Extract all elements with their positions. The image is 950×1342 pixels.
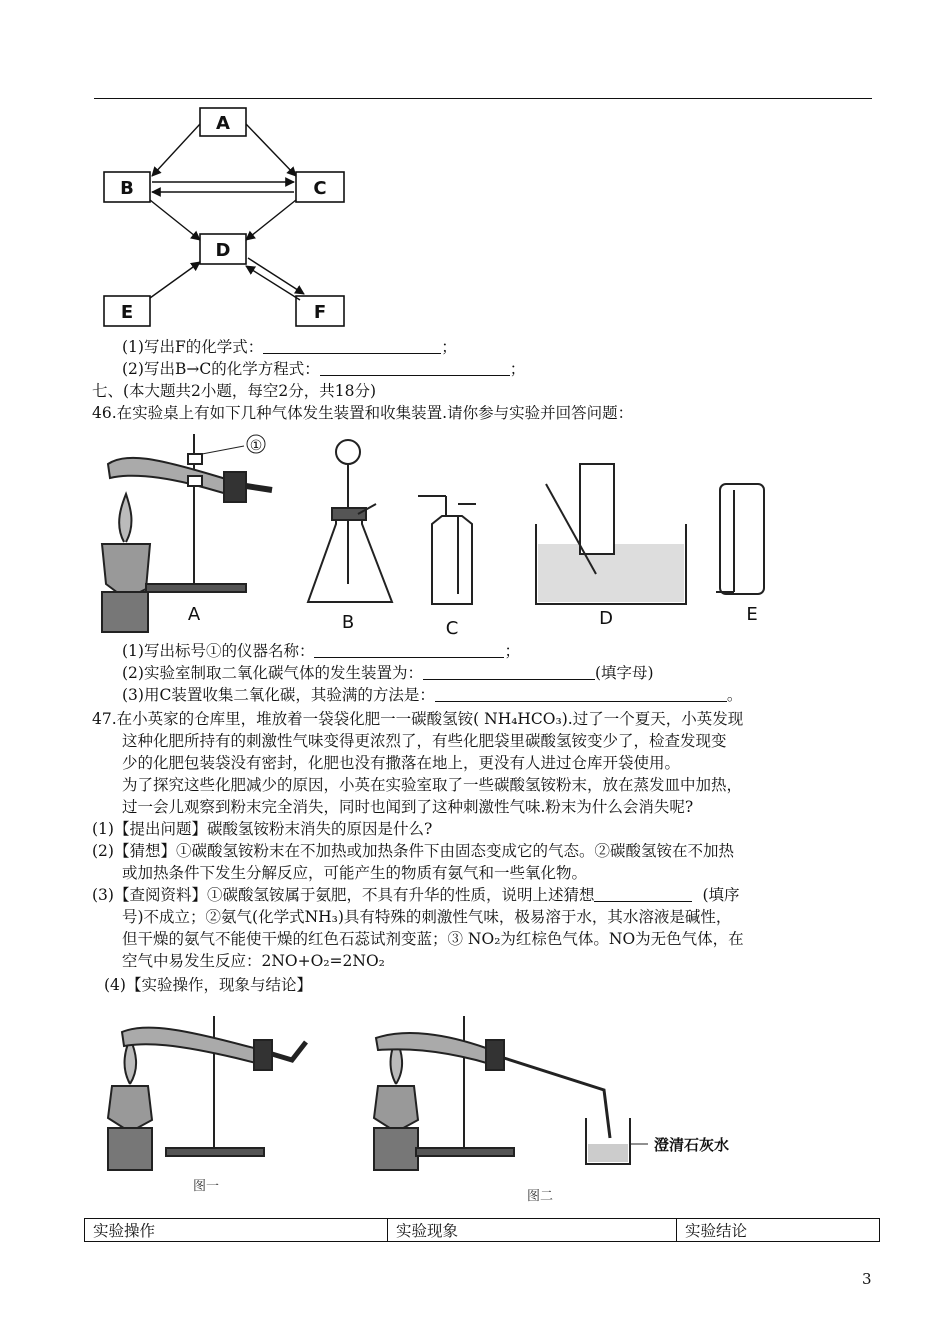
apparatus-label-d: D — [599, 608, 613, 629]
answer-blank[interactable] — [435, 685, 727, 702]
apparatus-label-c: C — [445, 618, 459, 639]
q47-line-10: 号)不成立；②氨气(化学式NH₃)具有特殊的刺激性气味，极易溶于水，其水溶液是碱性， — [122, 908, 732, 926]
figure-1-caption: 图一 — [192, 1179, 220, 1194]
q47-line-2: 这种化肥所持有的刺激性气味变得更浓烈了，有些化肥袋里碳酸氢铵变少了，检查发现变 — [122, 732, 727, 750]
q47-line-6: (1)【提出问题】碳酸氢铵粉末消失的原因是什么? — [92, 820, 433, 838]
answer-blank[interactable] — [320, 359, 510, 376]
q47-line-9: (3)【查阅资料】①碳酸氢铵属于氨肥，不具有升华的性质，说明上述猜想 (填序 — [92, 886, 740, 904]
q46-part3: (3)用C装置收集二氧化碳，其验满的方法是： 。 — [122, 686, 743, 704]
figure-2-caption: 图二 — [526, 1189, 554, 1204]
section-heading: 七、(本大题共2小题，每空2分，共18分) — [92, 382, 377, 400]
answer-blank[interactable] — [314, 641, 504, 658]
apparatus-label-b: B — [341, 612, 355, 633]
q47-line-3: 少的化肥包装袋没有密封，化肥也没有撒落在地上，更没有人进过仓库开袋使用。 — [122, 754, 681, 772]
q47-line-13: (4)【实验操作，现象与结论】 — [104, 976, 312, 994]
table-row — [85, 1219, 880, 1242]
q47-line-12: 空气中易发生反应：2NO+O₂=2NO₂ — [122, 952, 385, 970]
q46-stem: 46.在实验桌上有如下几种气体发生装置和收集装置.请你参与实验并回答问题： — [92, 404, 634, 422]
q46-part2: (2)实验室制取二氧化碳气体的发生装置为： (填字母) — [122, 664, 654, 682]
node-d: D — [215, 240, 231, 261]
q47-line-8: 或加热条件下发生分解反应，可能产生的物质有氨气和一些氧化物。 — [122, 864, 588, 882]
q47-line-4: 为了探究这些化肥减少的原因，小英在实验室取了一些碳酸氢铵粉末，放在蒸发皿中加热， — [122, 776, 743, 794]
reaction-diagram — [100, 104, 360, 332]
q47-line-7: (2)【猜想】①碳酸氢铵粉末在不加热或加热条件下由固态变成它的气态。②碳酸氢铵在不加热 — [92, 842, 734, 860]
q47-line-11: 但干燥的氨气不能使干燥的红色石蕊试剂变蓝；③ NO₂为红棕色气体。NO为无色气体，在 — [122, 930, 744, 948]
limewater-label: 澄清石灰水 — [654, 1136, 730, 1154]
apparatus-label-a: A — [187, 604, 201, 625]
apparatus-label-e: E — [746, 604, 758, 625]
q47-line-1: 47.在小英家的仓库里，堆放着一袋袋化肥一一碳酸氢铵( NH₄HCO₃).过了一个夏天，小英发现 — [92, 710, 744, 728]
results-table — [84, 1218, 880, 1242]
header-rule — [94, 98, 872, 99]
node-e: E — [120, 302, 134, 323]
experiment-figure — [96, 1008, 796, 1212]
node-a: A — [216, 113, 230, 134]
q45-part1: (1)写出F的化学式： ； — [122, 338, 457, 356]
header-operation: 实验操作 — [85, 1219, 388, 1242]
node-f: F — [313, 302, 327, 323]
node-b: B — [120, 178, 134, 199]
page-number: 3 — [862, 1270, 872, 1288]
answer-blank[interactable] — [594, 885, 692, 902]
node-c: C — [313, 178, 327, 199]
q47-line-5: 过一会儿观察到粉末完全消失，同时也闻到了这种刺激性气味.粉末为什么会消失呢? — [122, 798, 694, 816]
header-phenomenon: 实验现象 — [388, 1219, 677, 1242]
apparatus-figure — [96, 424, 786, 644]
header-conclusion: 实验结论 — [677, 1219, 880, 1242]
marker-1: ① — [249, 438, 263, 454]
answer-blank[interactable] — [263, 337, 441, 354]
q46-part1: (1)写出标号①的仪器名称： ； — [122, 642, 520, 660]
answer-blank[interactable] — [423, 663, 595, 680]
q45-part2: (2)写出B→C的化学方程式： ； — [122, 360, 526, 378]
